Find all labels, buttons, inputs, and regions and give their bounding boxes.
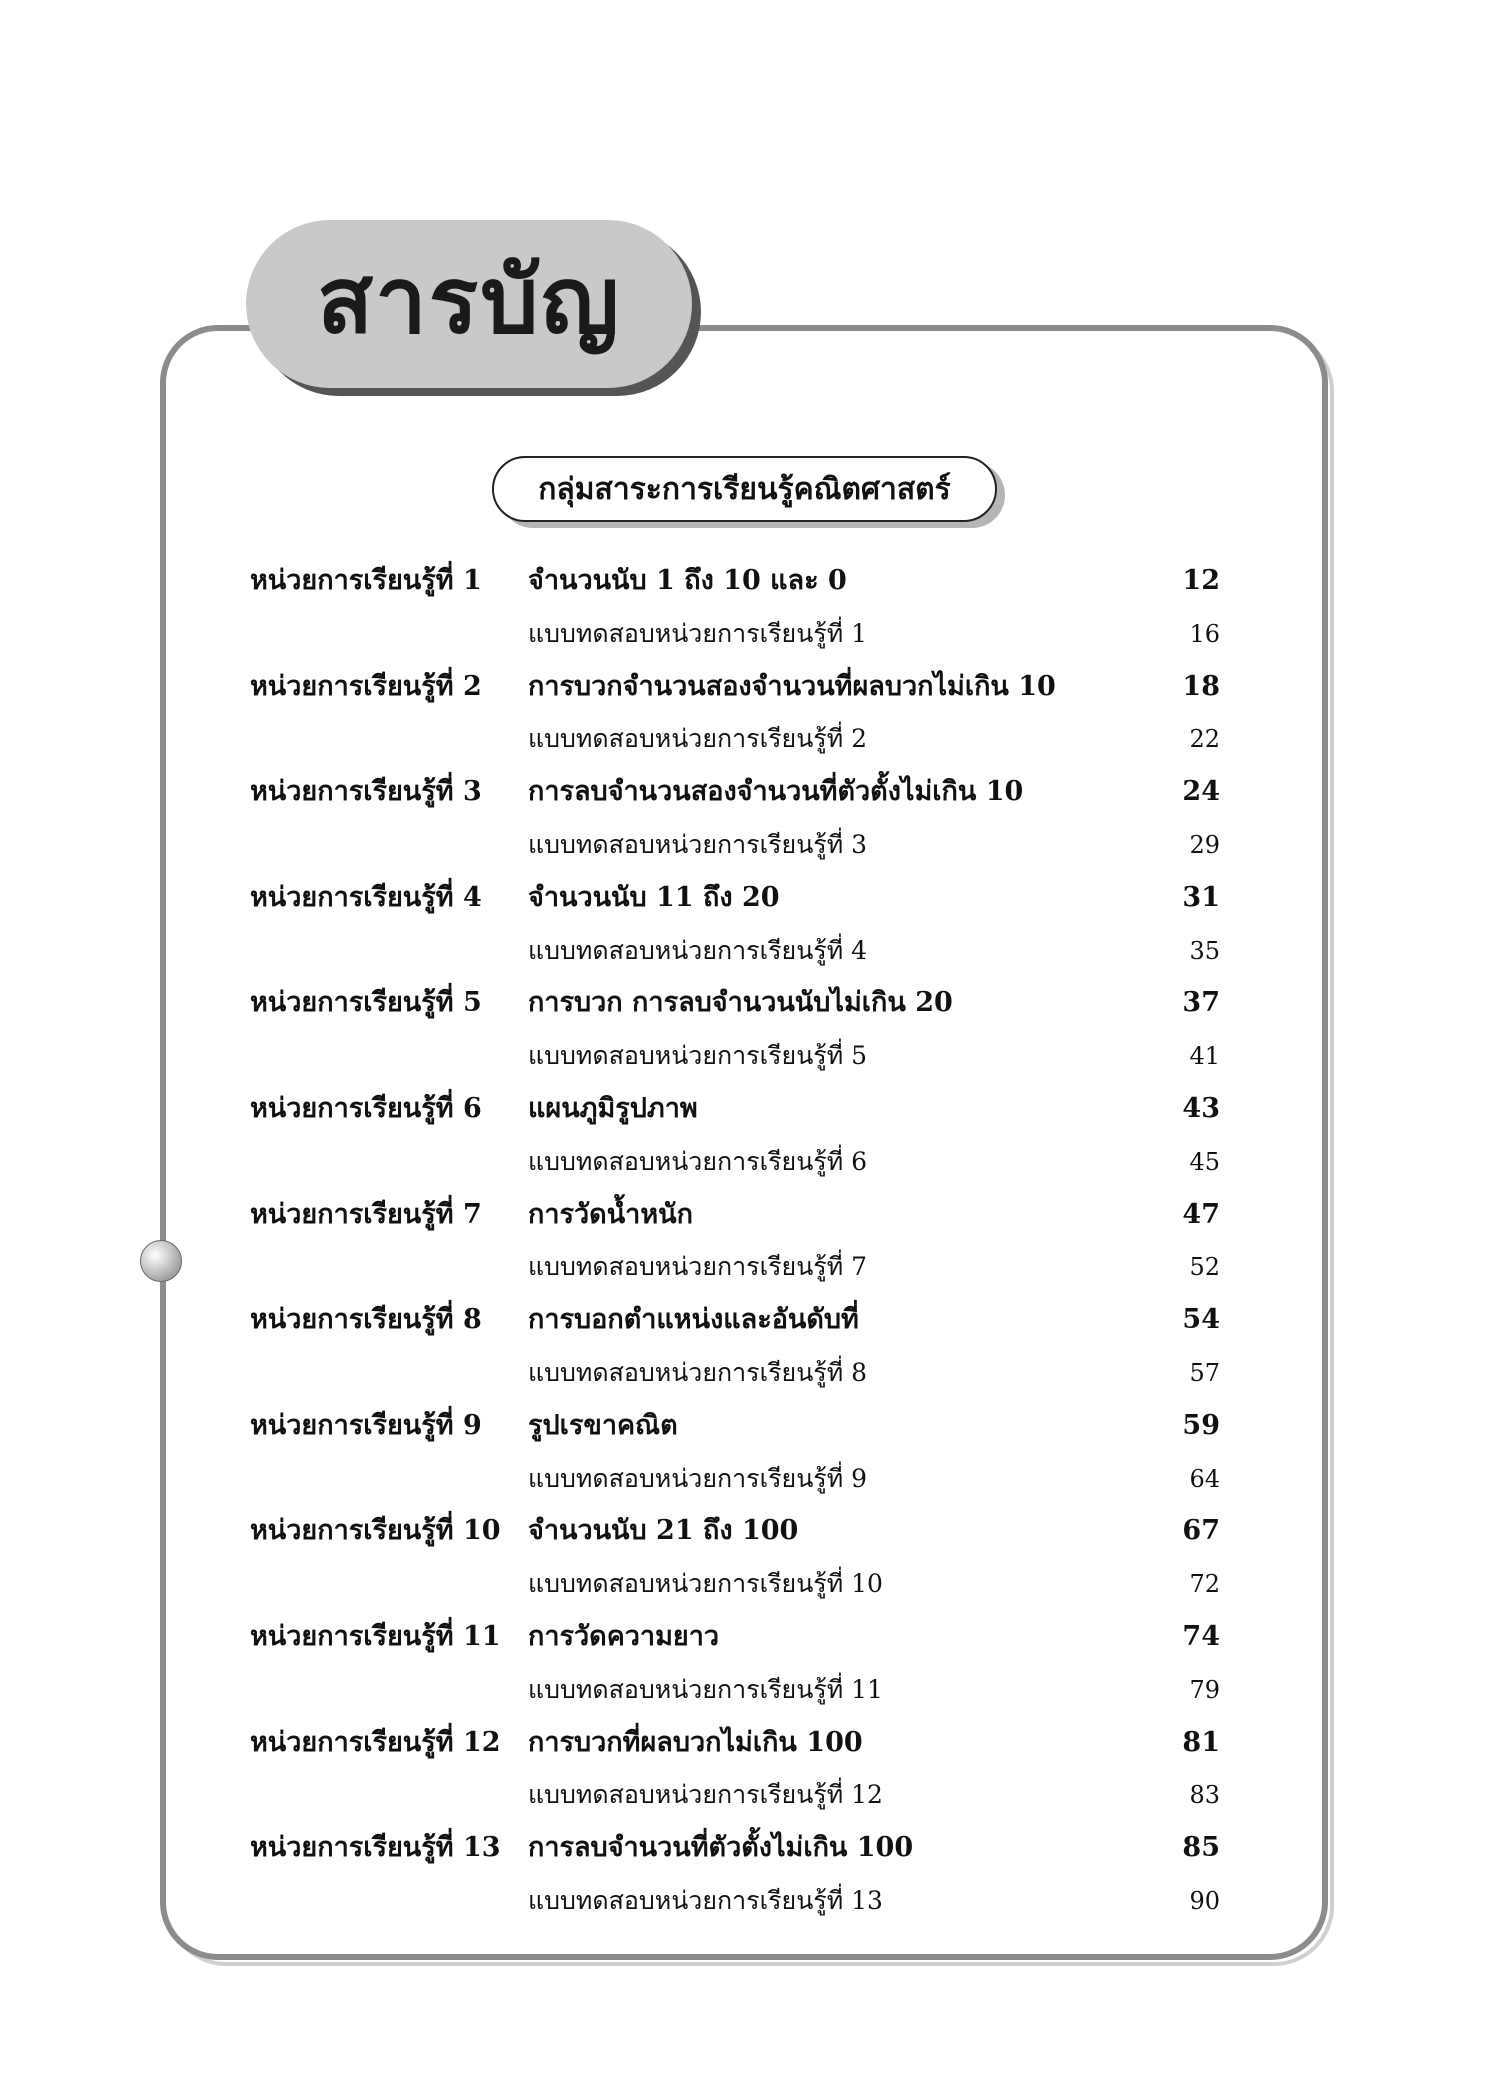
test-page-number: 41 bbox=[1189, 1042, 1220, 1071]
test-title: แบบทดสอบหน่วยการเรียนรู้ที่ 7 bbox=[528, 1252, 868, 1282]
unit-title: การวัดความยาว bbox=[528, 1620, 720, 1652]
unit-page-number: 12 bbox=[1182, 565, 1220, 596]
unit-page-number: 43 bbox=[1182, 1092, 1220, 1124]
test-title: แบบทดสอบหน่วยการเรียนรู้ที่ 9 bbox=[528, 1463, 868, 1493]
test-page-number: 35 bbox=[1189, 936, 1220, 965]
unit-label: หน่วยการเรียนรู้ที่ 4 bbox=[250, 881, 482, 913]
test-page-number: 29 bbox=[1189, 830, 1220, 859]
toc-unit-row[interactable] bbox=[250, 977, 1250, 1030]
unit-label: หน่วยการเรียนรู้ที่ 1 bbox=[250, 565, 482, 596]
test-title: แบบทดสอบหน่วยการเรียนรู้ที่ 12 bbox=[528, 1780, 883, 1810]
unit-label: หน่วยการเรียนรู้ที่ 9 bbox=[250, 1409, 482, 1441]
unit-label: หน่วยการเรียนรู้ที่ 3 bbox=[250, 776, 482, 808]
unit-page-number: 74 bbox=[1182, 1620, 1220, 1652]
unit-page-number: 47 bbox=[1182, 1198, 1220, 1230]
page-title: สารบัญ bbox=[316, 247, 621, 354]
unit-title: จำนวนนับ 11 ถึง 20 bbox=[528, 881, 780, 913]
test-title: แบบทดสอบหน่วยการเรียนรู้ที่ 1 bbox=[528, 618, 868, 648]
unit-title: จำนวนนับ 21 ถึง 100 bbox=[528, 1515, 799, 1547]
toc-test-row[interactable] bbox=[250, 819, 1250, 872]
toc-test-row[interactable] bbox=[250, 1769, 1250, 1822]
unit-page-number: 85 bbox=[1182, 1832, 1220, 1864]
test-page-number: 83 bbox=[1189, 1781, 1220, 1810]
unit-title: แผนภูมิรูปภาพ bbox=[528, 1092, 698, 1124]
unit-label: หน่วยการเรียนรู้ที่ 7 bbox=[250, 1198, 482, 1230]
unit-page-number: 37 bbox=[1182, 987, 1220, 1019]
toc-unit-row[interactable] bbox=[250, 766, 1250, 819]
unit-page-number: 59 bbox=[1182, 1409, 1220, 1441]
test-title: แบบทดสอบหน่วยการเรียนรู้ที่ 8 bbox=[528, 1357, 868, 1387]
toc-unit-row[interactable] bbox=[250, 1400, 1250, 1453]
toc-test-row[interactable] bbox=[250, 1453, 1250, 1506]
toc-unit-row[interactable] bbox=[250, 872, 1250, 925]
test-page-number: 90 bbox=[1189, 1886, 1220, 1915]
unit-page-number: 18 bbox=[1182, 670, 1220, 702]
toc-test-row[interactable] bbox=[250, 713, 1250, 766]
test-page-number: 57 bbox=[1189, 1358, 1220, 1387]
toc-test-row[interactable] bbox=[250, 1558, 1250, 1611]
toc-unit-row[interactable] bbox=[250, 661, 1250, 714]
test-title: แบบทดสอบหน่วยการเรียนรู้ที่ 2 bbox=[528, 724, 868, 754]
unit-label: หน่วยการเรียนรู้ที่ 11 bbox=[250, 1620, 501, 1652]
unit-title: การลบจำนวนสองจำนวนที่ตัวตั้งไม่เกิน 10 bbox=[528, 776, 1024, 808]
toc-test-row[interactable] bbox=[250, 1875, 1250, 1928]
test-title: แบบทดสอบหน่วยการเรียนรู้ที่ 5 bbox=[528, 1041, 868, 1071]
toc-unit-row[interactable] bbox=[250, 1611, 1250, 1664]
toc-test-row[interactable] bbox=[250, 1347, 1250, 1400]
unit-title: การบวกจำนวนสองจำนวนที่ผลบวกไม่เกิน 10 bbox=[528, 670, 1056, 702]
unit-label: หน่วยการเรียนรู้ที่ 5 bbox=[250, 987, 482, 1019]
test-page-number: 45 bbox=[1189, 1147, 1220, 1176]
unit-page-number: 24 bbox=[1182, 776, 1220, 808]
title-tab bbox=[246, 220, 692, 388]
unit-label: หน่วยการเรียนรู้ที่ 6 bbox=[250, 1092, 482, 1124]
unit-title: การบวก การลบจำนวนนับไม่เกิน 20 bbox=[528, 987, 953, 1019]
subject-heading: กลุ่มสาระการเรียนรู้คณิตศาสตร์ bbox=[538, 471, 951, 507]
test-page-number: 64 bbox=[1189, 1464, 1220, 1493]
toc-unit-row[interactable] bbox=[250, 1189, 1250, 1242]
toc-test-row[interactable] bbox=[250, 608, 1250, 661]
test-title: แบบทดสอบหน่วยการเรียนรู้ที่ 13 bbox=[528, 1885, 883, 1915]
toc-unit-row[interactable] bbox=[250, 1505, 1250, 1558]
toc-test-row[interactable] bbox=[250, 1241, 1250, 1294]
test-title: แบบทดสอบหน่วยการเรียนรู้ที่ 4 bbox=[528, 935, 868, 965]
test-page-number: 79 bbox=[1189, 1675, 1220, 1704]
unit-title: การวัดน้ำหนัก bbox=[528, 1198, 693, 1230]
unit-title: การบอกตำแหน่งและอันดับที่ bbox=[528, 1304, 859, 1336]
toc-test-row[interactable] bbox=[250, 1136, 1250, 1189]
toc-test-row[interactable] bbox=[250, 925, 1250, 978]
unit-title: จำนวนนับ 1 ถึง 10 และ 0 bbox=[528, 565, 847, 596]
test-page-number: 52 bbox=[1189, 1253, 1220, 1282]
unit-page-number: 31 bbox=[1182, 881, 1220, 913]
table-of-contents bbox=[250, 555, 1250, 1928]
test-title: แบบทดสอบหน่วยการเรียนรู้ที่ 10 bbox=[528, 1569, 883, 1599]
unit-label: หน่วยการเรียนรู้ที่ 13 bbox=[250, 1832, 501, 1864]
toc-unit-row[interactable] bbox=[250, 1822, 1250, 1875]
unit-title: การลบจำนวนที่ตัวตั้งไม่เกิน 100 bbox=[528, 1832, 914, 1864]
test-title: แบบทดสอบหน่วยการเรียนรู้ที่ 11 bbox=[528, 1674, 883, 1704]
test-title: แบบทดสอบหน่วยการเรียนรู้ที่ 3 bbox=[528, 829, 868, 859]
subject-pill bbox=[492, 456, 997, 522]
unit-page-number: 54 bbox=[1182, 1304, 1220, 1336]
test-page-number: 16 bbox=[1189, 619, 1220, 648]
unit-label: หน่วยการเรียนรู้ที่ 8 bbox=[250, 1304, 482, 1336]
unit-page-number: 67 bbox=[1182, 1515, 1220, 1547]
ornament-ball-icon bbox=[140, 1240, 182, 1282]
toc-test-row[interactable] bbox=[250, 1664, 1250, 1717]
unit-title: การบวกที่ผลบวกไม่เกิน 100 bbox=[528, 1726, 863, 1758]
toc-unit-row[interactable] bbox=[250, 555, 1250, 608]
toc-unit-row[interactable] bbox=[250, 1294, 1250, 1347]
unit-label: หน่วยการเรียนรู้ที่ 10 bbox=[250, 1515, 501, 1547]
unit-label: หน่วยการเรียนรู้ที่ 12 bbox=[250, 1726, 501, 1758]
toc-unit-row[interactable] bbox=[250, 1717, 1250, 1770]
unit-page-number: 81 bbox=[1182, 1726, 1220, 1758]
toc-test-row[interactable] bbox=[250, 1030, 1250, 1083]
unit-title: รูปเรขาคณิต bbox=[528, 1409, 678, 1441]
test-page-number: 72 bbox=[1189, 1570, 1220, 1599]
unit-label: หน่วยการเรียนรู้ที่ 2 bbox=[250, 670, 482, 702]
toc-unit-row[interactable] bbox=[250, 1083, 1250, 1136]
test-title: แบบทดสอบหน่วยการเรียนรู้ที่ 6 bbox=[528, 1146, 868, 1176]
test-page-number: 22 bbox=[1189, 725, 1220, 754]
